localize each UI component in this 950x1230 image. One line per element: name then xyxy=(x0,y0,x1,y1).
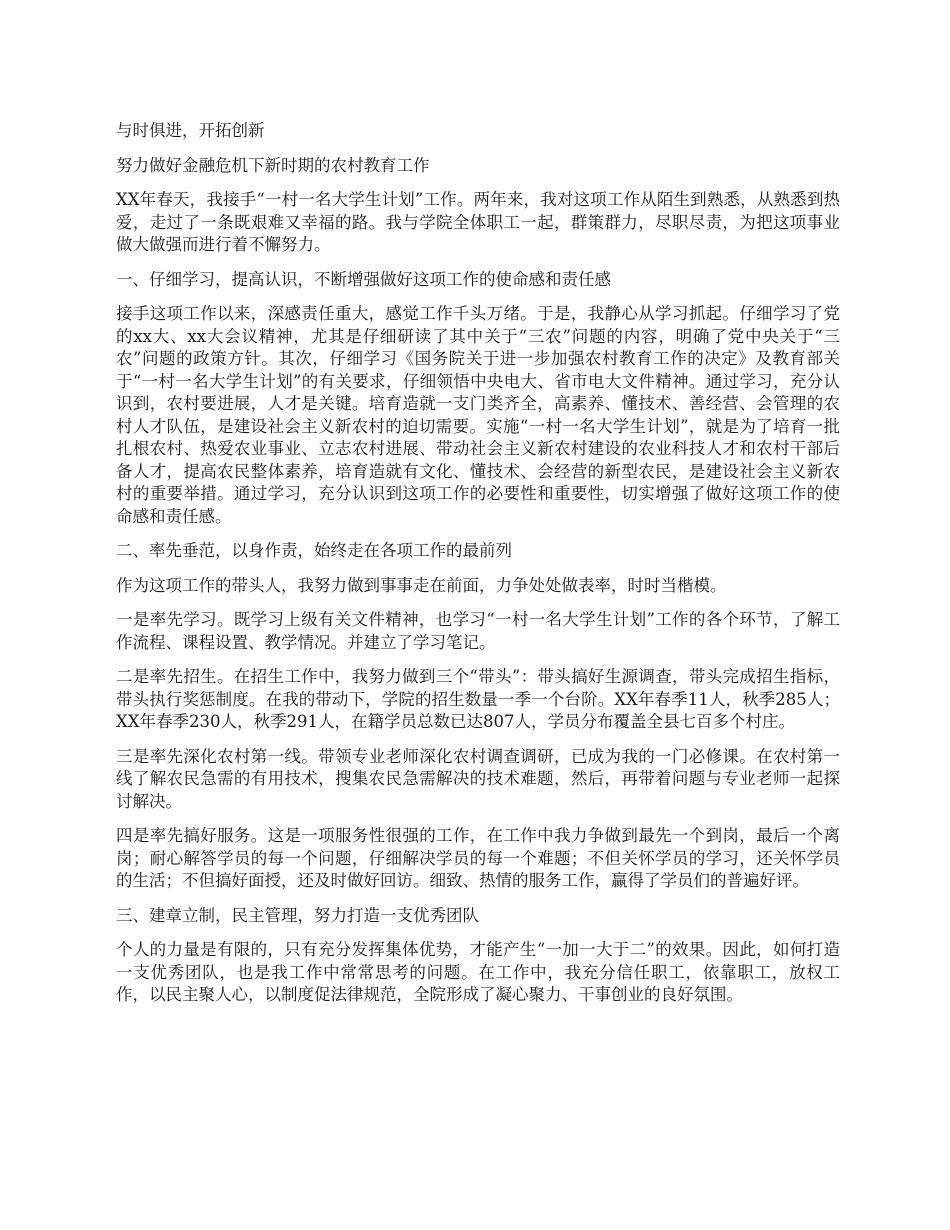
paragraph-intro: XX年春天，我接手“一村一名大学生计划”工作。两年来，我对这项工作从陌生到熟悉，从熟悉到热爱，走过了一条既艰难又幸福的路。我与学院全体职工一起，群策群力，尽职尽责，为把这项事业做大做强而进行着不懈努力。 xyxy=(116,190,840,254)
paragraph-point-2: 二是率先招生。在招生工作中，我努力做到三个“带头”：带头搞好生源调查，带头完成招生指标，带头执行奖惩制度。在我的带动下，学院的招生数量一季一个台阶。XX年春季11人，秋季285人；XX年春季230人，秋季291人，在籍学员总数已达807人，学员分布覆盖全县七百多个村庄。 xyxy=(116,667,840,731)
paragraph-point-3: 三是率先深化农村第一线。带领专业老师深化农村调查调研，已成为我的一门必修课。在农村第一线了解农民急需的有用技术，搜集农民急需解决的技术难题，然后，再带着问题与专业老师一起探讨解决。 xyxy=(116,746,840,811)
paragraph-point-4: 四是率先搞好服务。这是一项服务性很强的工作，在工作中我力争做到最先一个到岗，最后一个离岗；耐心解答学员的每一个问题，仔细解决学员的每一个难题；不但关怀学员的学习，还关怀学员的生活；不但搞好面授，还及时做好回访。细致、热情的服务工作，赢得了学员们的普遍好评。 xyxy=(116,826,840,890)
document-title: 与时俱进，开拓创新 xyxy=(116,121,265,140)
section-heading-3: 三、建章立制，民主管理，努力打造一支优秀团队 xyxy=(116,905,479,925)
section-heading-2: 二、率先垂范，以身作责，始终走在各项工作的最前列 xyxy=(116,541,512,560)
paragraph-point-1: 一是率先学习。既学习上级有关文件精神，也学习“一村一名大学生计划”工作的各个环节，了解工作流程、课程设置、教学情况。并建立了学习笔记。 xyxy=(116,610,840,652)
document-page xyxy=(116,120,840,1019)
paragraph-study: 接手这项工作以来，深感责任重大，感觉工作千头万绪。于是，我静心从学习抓起。仔细学习了党的xx大、xx大会议精神，尤其是仔细研读了其中关于“三农”问题的内容，明确了党中央关于“三农”问题的政策方针。其次，仔细学习《国务院关于进一步加强农村教育工作的决定》及教育部关于“一村一名大学生计划”的有关要求，仔细领悟中央电大、省市电大文件精神。通过学习，充分认识到，农村要进展，人才是关键。培育造就一支门类齐全，高素养、懂技术、善经营、会管理的农村人才队伍，是建设社会主义新农村的迫切需要。实施“一村一名大学生计划”，就是为了培育一批扎根农村、热爱农业事业、立志农村进展、带动社会主义新农村建设的农业科技人才和农村干部后备人才，提高农民整体素养，培育造就有文化、懂技术、会经营的新型农民，是建设社会主义新农村的重要举措。通过学习，充分认识到这项工作的必要性和重要性，切实增强了做好这项工作的使命感和责任感。 xyxy=(116,304,840,526)
paragraph-leader: 作为这项工作的带头人，我努力做到事事走在前面，力争处处做表率，时时当楷模。 xyxy=(116,575,727,595)
paragraph-team: 个人的力量是有限的，只有充分发挥集体优势，才能产生“一加一大于二”的效果。因此，如何打造一支优秀团队，也是我工作中常常思考的问题。在工作中，我充分信任职工，依靠职工，放权工作，以民主聚人心，以制度促法律规范，全院形成了凝心聚力、干事创业的良好氛围。 xyxy=(116,940,840,1004)
document-subtitle: 努力做好金融危机下新时期的农村教育工作 xyxy=(116,155,430,175)
section-heading-1: 一、仔细学习，提高认识，不断增强做好这项工作的使命感和责任感 xyxy=(116,269,611,289)
